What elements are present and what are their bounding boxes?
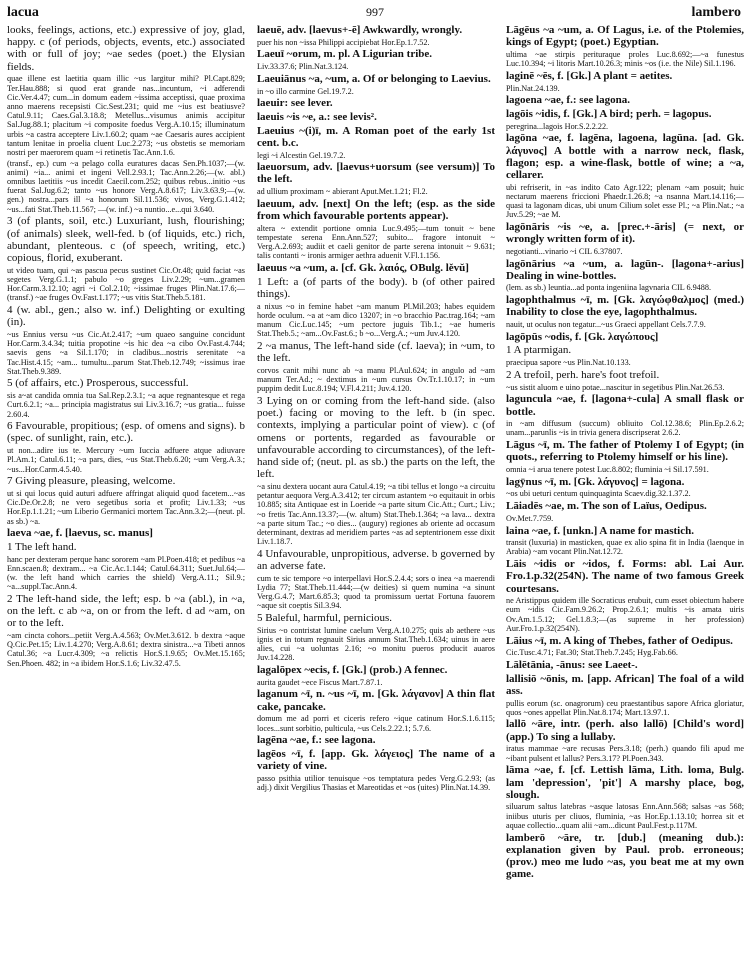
col3-entry-paragraph: Lāgus ~ī, m. The father of Ptolemy I of Egypt; (in quots., referring to Ptolemy himself or his line). xyxy=(506,439,744,464)
col2-entry-paragraph: Sirius ~o contristat lumine caelum Verg.A.10.275; quis ab aethere ~us ignis et in totum regnauit Sirius annum Stat.Theb.1.634; uinus in aere alies, cui ~a uoluntas 2.16; ~o monitu pueros producit auaros Juv.14.228. xyxy=(257,625,495,663)
col1-entry-paragraph: laeva ~ae, f. [laevus, sc. manus] xyxy=(7,527,153,540)
col3-entry-paragraph: laguncula ~ae, f. [lagona+-cula] A small flask or bottle. xyxy=(506,393,744,418)
col3-entry-paragraph: 2 A trefoil, perh. hare's foot trefoil. xyxy=(506,368,660,381)
col2-entry-paragraph: corvos canit mihi nunc ab ~a manu Pl.Aul.624; in angulo ad ~am manum Ter.Ad.; ~ dextimus in ~um cursus Ov.Tr.1.10.17; in ~um puppim dedit Luc.8.194; V.Fl.4.211; Juv.4.120. xyxy=(257,365,495,394)
col3-entry-paragraph: laginē ~ēs, f. [Gk.] A plant = aetites. xyxy=(506,69,673,82)
col2-entry-paragraph: lagēos ~ī, f. [app. Gk. λάγειος] The name of a variety of vine. xyxy=(257,748,495,773)
col2-entry-paragraph: laeuus ~a ~um, a. [cf. Gk. λαιός, OBulg. lěvŭ] xyxy=(257,262,469,275)
col1-entry-paragraph: ~us Ennius versu ~us Cic.At.2.417; ~um quaeo sanguine concidunt Hor.Carm.3.4.34; tuitia propotine ~is hic dea ~a cibo Ov.Fast.4.744; saevis gens ~a Sil.1.170; in cladibus...nostris serenitate ~a Tac.Hist.4.15; ~am... tumultu...parum Stat.Theb.12.749; ~issimus irae Stat.Theb.9.389. xyxy=(7,329,245,376)
col3-entry-paragraph: Plin.Nat.24.139. xyxy=(506,83,560,93)
col2-entry-paragraph: cum te sic tempore ~o interpellavi Hor.S.2.4.4; sors o inea ~a maerendi Lydia 77; Stat.Theb.11.444;—(w deities) si quem numina ~a sinunt Verg.G.4.7; Mart.6.85.3; quod ta promissum uertat Fortuna fauorem ~aque sit coeptis Sil.3.94. xyxy=(257,573,495,611)
col3-entry-paragraph: ~us sistit aluom e uino potae...nascitur in segetibus Plin.Nat.26.53. xyxy=(506,382,725,392)
page-header xyxy=(0,0,750,24)
col3-entry-paragraph: Cic.Tusc.4.71; Fat.30; Stat.Theb.7.245; Hyg.Fab.66. xyxy=(506,648,678,658)
col1-entry-paragraph: 5 (of affairs, etc.) Prosperous, successful. xyxy=(7,377,189,390)
col2-entry-paragraph: laeuorsum, adv. [laevus+uorsum (see versum)] To the left. xyxy=(257,161,495,186)
col2-entry-paragraph: 5 Baleful, harmful, pernicious. xyxy=(257,612,393,625)
col2-entry-paragraph: in ~o illo carmine Gel.19.7.2. xyxy=(257,86,354,96)
col2-entry-paragraph: legi ~i Alcestin Gel.19.7.2. xyxy=(257,150,346,160)
col1-entry-paragraph: ~am cincta cohors...petiit Verg.A.4.563; Ov.Met.3.612. b dextra ~aque Q.Cic.Pet.15; Liv.1.4.270; Verg.A.8.61; dextra sinistra...~a Tibeti annos Catul.36; ~a Lucr.4.309; ~a relictis Hor.S.1.9.65; Ov.Met.15.165; Sen.Phoen. 482; in ~a ibidem Hor.S.1.6; Liv.32.47.5. xyxy=(7,631,245,668)
col2-entry-paragraph: 3 Lying on or coming from the left-hand side. (also poet.) facing or moving to the left. b (in spec. contexts, implying a particular point of view). c (of omens or portents, regarded as favourable or unfavourable according to circumstances), of the left-hand side of; (neut. pl. as sb.) the parts on the left, the left. xyxy=(257,395,495,481)
col3-entry-paragraph: iratus mammae ~are recusas Pers.3.18; (perh.) quando fili apud me ~ibant pulsent et lallus? Pers.3.17? Pl.Poen.343. xyxy=(506,744,744,763)
col3-entry-paragraph: lagōis ~idis, f. [Gk.] A bird; perh. = lagopus. xyxy=(506,107,712,120)
col2-entry-paragraph: altera ~ extendit portione omnia Luc.9.495;—tum tonuit ~ bene tempestate serena Enn.Ann.527; subito... fragore intonuit ~ Verg.A.2.693; audiit et caeli genitor de parte serena intonuit ~ 9.631; talis contanti ~ ironis armiger aethra aduenit V.Fl.1.156. xyxy=(257,223,495,261)
col2-entry-paragraph: 1 Left: a (of parts of the body). b (of other paired things). xyxy=(257,275,495,300)
col2-entry-paragraph: 4 Unfavourable, unpropitious, adverse. b governed by an adverse fate. xyxy=(257,547,495,573)
col3-entry-paragraph: in ~am diffusum (succum) obliuito Col.12.38.6; Plin.Ep.2.6.2; unam...parunlis ~is in trivia genera discripserat 2.6.2. xyxy=(506,419,744,438)
col3-entry-paragraph: lāma ~ae, f. [cf. Lettish lāma, Lith. loma, Bulg. lam 'depression', 'pit'] A marshy place, bog, slough. xyxy=(506,764,744,801)
col1-entry-paragraph: sis a~at candida omnia tua Sal.Rep.2.3.1; ~a aque regnantesque et rega Curt.6.2.1; ~a... principia magistratus sui Liv.3.16.7; ~us gratia... fuisse 2.60.4. xyxy=(7,391,245,419)
col1-entry-paragraph: 2 The left-hand side, the left; esp. b ~a (abl.), in ~a, on the left. c ab ~a, on or from the left. d ad ~am, on or to the left. xyxy=(7,592,245,630)
col3-entry-paragraph: lallisiō ~ōnis, m. [app. African] The foal of a wild ass. xyxy=(506,672,744,697)
col1-entry-paragraph: 1 The left hand. xyxy=(7,540,77,553)
col2-entry-paragraph: Laeuī ~orum, m. pl. A Ligurian tribe. xyxy=(257,48,433,61)
right-guide-word: lambero xyxy=(691,5,741,20)
col2-entry-paragraph: Laeuius ~(i)ī, m. A Roman poet of the early 1st cent. b.c. xyxy=(257,124,495,149)
col3-entry-paragraph: lagōpūs ~odis, f. [Gk. λαγώπους] xyxy=(506,330,659,343)
col3-entry-paragraph: ultima ~ae stirpis perituraque proles Luc.8.692;—~a funestus Luc.10.394; ~i litoris Mart.10.26.3; minis ~os (i.e. the Nile) Sil.1.196. xyxy=(506,49,744,69)
column-1 xyxy=(7,24,245,958)
col2-entry-paragraph: laeuir: see lever. xyxy=(257,97,333,110)
col3-entry-paragraph: laina ~ae, f. [unkn.] A name for mastich. xyxy=(506,524,694,537)
col3-entry-paragraph: ubi refriserit, in ~as indito Cato Agr.122; plenam ~am posuit; huic nectarum maerens friccioni Phaedr.1.26.8; ~a nsanna Mart.14.116;—quasi ta lagonam dicas, ubi unum Cilium solet esse Pl.; ~a Plin.Nat.; ~a Juv.5.29; ~ae M. xyxy=(506,182,744,220)
col1-entry-paragraph: 7 Giving pleasure, pleasing, welcome. xyxy=(7,475,176,488)
col2-entry-paragraph: laganum ~ī, n. ~us ~ī, m. [Gk. λάγανον] A thin flat cake, pancake. xyxy=(257,688,495,713)
col2-entry-paragraph: a nixus ~o in femine habet ~am manum Pl.Mil.203; habes equidem horde oculum. ~a at ~am dico 13207; in ~o bracchio Pac.trag.164; ~am manum Cic.Luc.145; ~um pectore juguis Tib.1.; ~ae humeris Stat.Theb.5.; ~am...Ov.Fast.6.; b ~o...Verg.A.; ~um Juv.4.120. xyxy=(257,301,495,339)
col1-entry-paragraph: looks, feelings, actions, etc.) expressive of joy, glad, happy. c (of periods, objects, events, etc.) associated with or full of joy; ~ae sedes (poet.) the Elysian fields. xyxy=(7,24,245,73)
col3-entry-paragraph: Lālētānia, -ānus: see Laeet-. xyxy=(506,658,638,671)
col3-entry-paragraph: Lāiadēs ~ae, m. The son of Laïus, Oedipus. xyxy=(506,500,707,513)
col1-entry-paragraph: (transf., ep.) cum ~a pelago colla euratures dacas Sen.Ph.1037;—(w. animi) ~ia... animi et ingeni Vell.2.93.1; Tac.Ann.2.26;—(w. abl.) omnibus laetitiis ~us incedit Caecil.com.252; quibus rebus...initio ~us fuerat Sal.Jug.6.2; tanto ~us honore Verg.A.8.617; Liv.3.63.9;—(w. gen.) nostra...pars ill ~a honorum Sil.11.536; vivos, Verg.G.1.412; ~us...fati Stat.Theb.11.567; —(w. inf.) ~a nuntio...e...qui 3.640. xyxy=(7,158,245,214)
col3-entry-paragraph: Lāius ~ī, m. A king of Thebes, father of Oedipus. xyxy=(506,634,733,647)
col2-entry-paragraph: Laeuiānus ~a, ~um, a. Of or belonging to Laevius. xyxy=(257,72,491,85)
col1-entry-paragraph: 3 (of plants, soil, etc.) Luxuriant, lush, flourishing; (of animals) sleek, well-fed. b (of liquids, etc.) rich, abundant, plenteous. c (of speech, writing, etc.) copious, florid, exuberant. xyxy=(7,215,245,264)
col1-entry-paragraph: ut video tuam, qui ~as pascua pecus sustinet Cic.Or.48; quid faciat ~as segetes Verg.G.1.1; pabulo ~o greges Liv.2.29; ~um...gramen Hor.Carm.3.12.10; agri ~i Col.2.10; ~issimae fruges Plin.Nat.17.6;—(transf.) ~ae fruges Ov.Fast.1.177; ~us vitis Stat.Theb.5.181. xyxy=(7,265,245,303)
col3-entry-paragraph: lagōnāris ~is ~e, a. [prec.+-āris] (= next, or wrongly written form of it). xyxy=(506,220,744,246)
col1-entry-paragraph: quae illene est laetitia quam illic ~us largitur mihi? Pl.Capt.829; Ter.Hau.888; si quod erat grande nas...incuntum, ~i adferendi Cic.Ver.4.47; cum...in domum eadem ~issima acceptissi, quae proxima anno maerens recepsisti Cic.Sest.231; quid me ~ius est beatiusve? Catul.9.11; Caes.Gal.3.18.8; Metellus...visumus animis accipitur Sal.Jug.88.1; placitum ~i composite foedus Verg.A.10.15; illuminatum urbis ~a castra acceptere Liv.1.60.2; quam ~ae Caesaris aures accipient tantum lenitae in proelia cluent Luc.2.273; ~us obstetis se memoriam nostri per maerorem quam ~i retinetis Tac.Ann.1.6. xyxy=(7,74,245,157)
col1-entry-paragraph: hanc per dexteram perque hanc sororem ~am Pl.Poen.418; et pedibus ~a Enn.scaen.8; dextram... ~a Cic.Ac.1.144; Catul.64.311; Suet.Jul.64;—(w. the left hand which carries the shield) Verg.A.11.; Sil.9.; ~a...suppl.Tac.Ann.4. xyxy=(7,554,245,592)
column-2 xyxy=(257,24,495,958)
col1-entry-paragraph: ut non...adire ius te. Mercury ~um Iuccia adfuere atque adiuvare Pl.Am.1; Catul.6.11; ~a pars, dies, ~us Stat.Theb.6.20; ~um Verg.A.3.; ~us...Hor.Carm.4.5.40. xyxy=(7,446,245,474)
col3-entry-paragraph: lagȳnus ~ī, m. [Gk. λάγυνος] = lagona. xyxy=(506,475,685,488)
col2-entry-paragraph: 2 ~a manus, The left-hand side (cf. laeva); in ~um, to the left. xyxy=(257,339,495,365)
col3-entry-paragraph: negotianti...vinario ~i CIL 6.37807. xyxy=(506,246,623,256)
col2-entry-paragraph: lagalōpex ~ecis, f. [Gk.] (prob.) A fennec. xyxy=(257,664,448,677)
col3-entry-paragraph: nauit, ut oculus non tegatur...~us Graeci appellant Cels.7.7.9. xyxy=(506,320,706,330)
col2-entry-paragraph: laeuē, adv. [laevus+-ē] Awkwardly, wrongly. xyxy=(257,24,463,36)
page-number: 997 xyxy=(366,5,384,19)
col3-entry-paragraph: lamberō ~āre, tr. [dub.] (meaning dub.): explanation given by Paul. prob. erroneous; (prov.) meo me ludo ~as, you beat me at my own game. xyxy=(506,831,744,881)
col3-entry-paragraph: Lāgēus ~a ~um, a. Of Lagus, i.e. of the Ptolemies, kings of Egypt; (poet.) Egyptian. xyxy=(506,24,744,49)
col3-entry-paragraph: lagōna ~ae, f. lagēna, lagoena, lagūna. [ad. Gk. λάγυνος] A bottle with a narrow neck, flask, flagon; esp. a wine-flask, bottle of wine; a ~a, cellarer. xyxy=(506,132,744,181)
col3-entry-paragraph: lallō ~āre, intr. (perh. also lallō) [Child's word] (app.) To sing a lullaby. xyxy=(506,718,744,743)
col2-entry-paragraph: ad ullium proximam ~ abierant Aput.Met.1.21; Fl.2. xyxy=(257,187,428,197)
col3-entry-paragraph: transit (luxuria) in masticken, quae ex alio spina fit in India (laenque in Arabia) ~am vocant Plin.Nat.12.72. xyxy=(506,538,744,557)
col1-entry-paragraph: 6 Favourable, propitious; (esp. of omens and signs). b (spec. of sunlight, rain, etc.). xyxy=(7,420,245,445)
col3-entry-paragraph: peregrina...lagois Hor.S.2.2.22. xyxy=(506,121,609,131)
col3-entry-paragraph: praecipua sapore ~us Plin.Nat.10.133. xyxy=(506,358,631,368)
col3-entry-paragraph: omnia ~i arua tenere potest Luc.8.802; fluminia ~i Sil.17.591. xyxy=(506,465,709,475)
col3-entry-paragraph: ~os ubi ueturi centum quinquaginta Scaev.dig.32.1.37.2. xyxy=(506,489,691,499)
col2-entry-paragraph: passo psithia utilior tenuisque ~os temptatura pedes Verg.G.2.93; (as adj.) dixit Vergilius Thasias et Mareotidas et ~os (uites) Plin.Nat.14.39. xyxy=(257,773,495,793)
col2-entry-paragraph: puer his non ~issa Philippi accipiebat Hor.Ep.1.7.52. xyxy=(257,37,430,47)
col1-entry-paragraph: 4 (w. abl., gen.; also w. inf.) Delighting or exulting (in). xyxy=(7,303,245,329)
col3-entry-paragraph: (lem. as sb.) leuntia...ad ponta ingeniina lagvnaria CIL 6.9488. xyxy=(506,283,712,293)
col2-entry-paragraph: domum me ad porri et ciceris refero ~ique catinum Hor.S.1.6.115; loces...sunt sorbitio, pulticula, ~us Cels.2.22.1; 5.7.6. xyxy=(257,714,495,733)
col3-entry-paragraph: Ov.Met.7.759. xyxy=(506,513,554,523)
col2-entry-paragraph: aurita gaudet ~ece Fiscus Mart.7.87.1. xyxy=(257,677,383,687)
col3-entry-paragraph: siluarum saltus latebras ~asque latosas Enn.Ann.568; salsas ~as 568; iniibus uturis per cliuos, fluminia, ~as Hor.Ep.1.13.10; horrea sit et aquae collectio...quam alii ~am...dicunt Paul.Fest.p.117M. xyxy=(506,802,744,830)
col3-entry-paragraph: 1 A ptarmigan. xyxy=(506,344,572,357)
col2-entry-paragraph: Liv.33.37.6; Plin.Nat.3.124. xyxy=(257,62,349,72)
left-guide-word: lacua xyxy=(7,5,39,20)
col2-entry-paragraph: laeuis ~is ~e, a.: see levis². xyxy=(257,110,377,123)
col3-entry-paragraph: ne Aristippus quidem ille Socraticus erubuit, cum esset obiectum habere eum ~idis Cic.Fam.9.26.2; Prop.2.6.1; multis ~is amata uiris Ov.Am.1.5.12; Gel.1.8.3;—(as supreme in her profession) Aur.Fro.1.p.32(254N). xyxy=(506,596,744,633)
col2-entry-paragraph: ~a sinu dextera uocant aura Catul.4.19; ~a tibi tellus et longo ~a circuitu petantur aequora Verg.A.3.412; ter circum astantem ~o equitauit in orbis 10.885; sita Antiquae est in Loeride ~a parte situm Cic.Att.; Curt.; Liv.; ~o fretis Tac.Ann.13.37;—(w. altum) Stat.Theb.1.364; ~a lava... dextra ~a parte situm Tac.; ~o dies... (augury) regiones ab oriente ad occasum determinant, dextras ad meridiem partes ~as ad septentrionem esse dixit Liv.1.18.7. xyxy=(257,481,495,547)
col2-entry-paragraph: lagēna ~ae, f.: see lagona. xyxy=(257,734,376,747)
col3-entry-paragraph: lagophthalmus ~ī, m. [Gk. λαγώφθαλμος] (med.) Inability to close the eye, lagophthalmus. xyxy=(506,294,744,319)
col2-entry-paragraph: laeuum, adv. [next] On the left; (esp. as the side from which favourable portents appear). xyxy=(257,197,495,223)
column-3 xyxy=(506,24,744,958)
col1-entry-paragraph: ut si qui locus quid auturi adfuere affringat aliquid quod facetem...~as Cic.De.Or.2.8; ne vero segetibus soria et profit; Liv.1.33; ~us Hor.Ep.1.1.21; ~um Liberio Germanici mortem Tac.Ann.3.2;—(neut. pl. as sb.) ~a. xyxy=(7,488,245,526)
col3-entry-paragraph: pullis eorum (sc. onagrorum) ceu praestantibus sapore Africa gloriatur, quos ~ones appellat Plin.Nat.8.174; Mart.13.97.1. xyxy=(506,698,744,717)
col3-entry-paragraph: lagōnārius ~a ~um, a. lagūn-. [lagona+-arius] Dealing in wine-bottles. xyxy=(506,257,744,282)
col3-entry-paragraph: lagoena ~ae, f.: see lagona. xyxy=(506,94,630,107)
col3-entry-paragraph: Lāis ~idis or ~idos, f. Forms: abl. Lai Aur. Fro.1.p.32(254N). The name of two famous Greek courtesans. xyxy=(506,558,744,595)
